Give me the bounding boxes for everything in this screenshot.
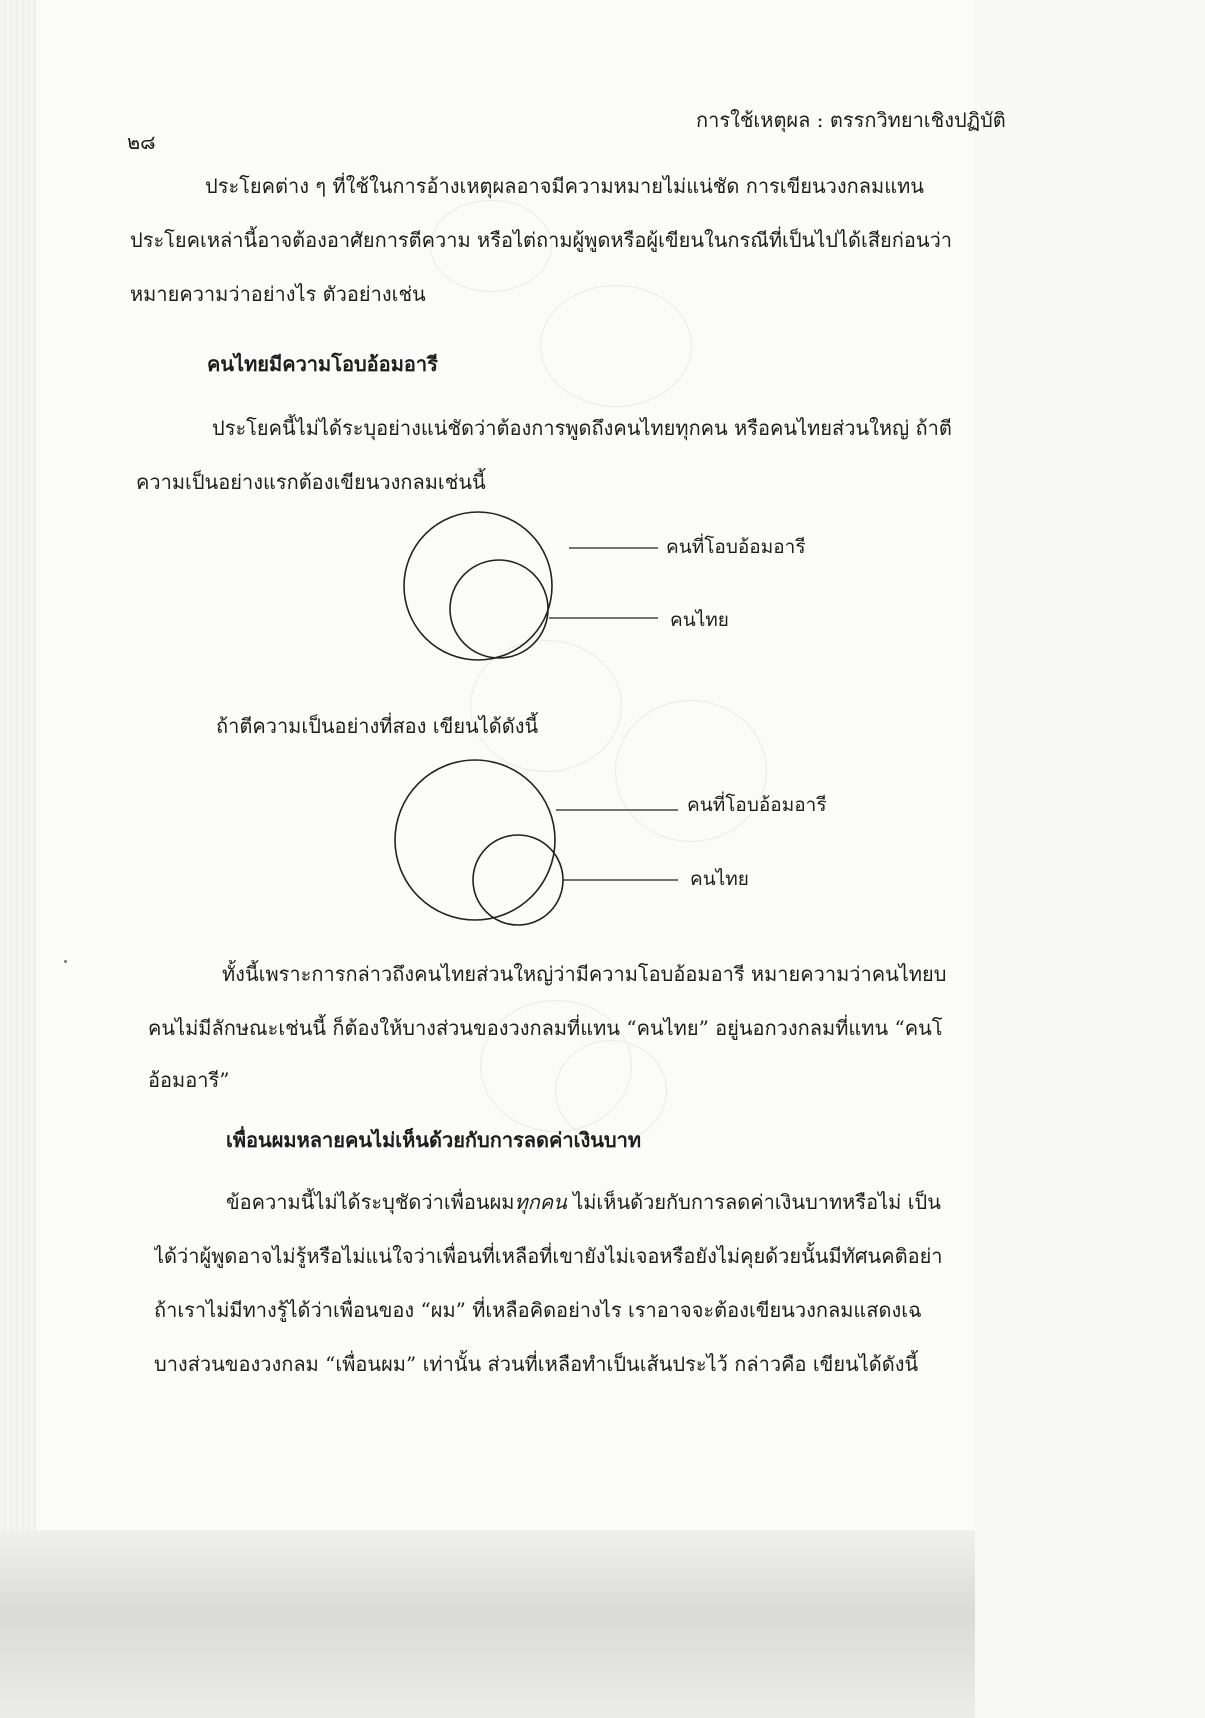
scanner-margin (975, 0, 1205, 1718)
body-text: ไม่เห็นด้วยกับการลดค่าเงินบาทหรือไม่ เป็น (566, 1190, 941, 1214)
diagram1-inner-label: คนไทย (670, 609, 729, 631)
outer-circle (395, 760, 555, 920)
body-line: ประโยคนี้ไม่ได้ระบุอย่างแน่ชัดว่าต้องการพูดถึงคนไทยทุกคน หรือคนไทยส่วนใหญ่ ถ้าตี (212, 416, 952, 440)
body-line: ความเป็นอย่างแรกต้องเขียนวงกลมเช่นนี้ (136, 470, 486, 494)
body-line: ทั้งนี้เพราะการกล่าวถึงคนไทยส่วนใหญ่ว่ามีความโอบอ้อมอารี หมายความว่าคนไทยบ (222, 962, 947, 986)
body-line: อ้อมอารี” (148, 1068, 230, 1092)
inner-circle (473, 835, 563, 925)
scan-shadow (0, 1530, 975, 1718)
section-heading: เพื่อนผมหลายคนไม่เห็นด้วยกับการลดค่าเงินบาท (226, 1128, 642, 1152)
diagram2-inner-label: คนไทย (690, 868, 749, 890)
venn-diagram-all (400, 510, 670, 680)
diagram1-outer-label: คนที่โอบอ้อมอารี (666, 536, 806, 558)
body-text: ข้อความนี้ไม่ได้ระบุชัดว่าเพื่อนผม (226, 1190, 515, 1214)
inner-circle (450, 560, 548, 658)
intro-line: ประโยคเหล่านี้อาจต้องอาศัยการตีความ หรือไต่ถามผู้พูดหรือผู้เขียนในกรณีที่เป็นไปได้เสียก่อนว่า (130, 228, 953, 252)
page-number: ๒๘ (127, 130, 156, 154)
outer-circle (404, 512, 552, 660)
running-title: การใช้เหตุผล : ตรรกวิทยาเชิงปฏิบัติ (696, 108, 1006, 132)
body-line: บางส่วนของวงกลม “เพื่อนผม” เท่านั้น ส่วนที่เหลือทำเป็นเส้นประไว้ กล่าวคือ เขียนได้ดังนี้ (154, 1352, 919, 1376)
section-heading: คนไทยมีความโอบอ้อมอารี (207, 352, 438, 376)
venn-diagram-some (390, 760, 690, 940)
body-line: ถ้าเราไม่มีทางรู้ได้ว่าเพื่อนของ “ผม” ที่เหลือคิดอย่างไร เราอาจจะต้องเขียนวงกลมแสดงเฉ (154, 1298, 922, 1322)
body-line (226, 1188, 941, 1216)
body-line: ได้ว่าผู้พูดอาจไม่รู้หรือไม่แน่ใจว่าเพื่อนที่เหลือที่เขายังไม่เจอหรือยังไม่คุยด้วยนั้นมีทัศนคติอย่า (154, 1244, 943, 1268)
diagram2-outer-label: คนที่โอบอ้อมอารี (687, 794, 827, 816)
emphasis-text: ทุกคน (514, 1190, 567, 1214)
intro-line: ประโยคต่าง ๆ ที่ใช้ในการอ้างเหตุผลอาจมีความหมายไม่แน่ชัด การเขียนวงกลมแทน (205, 174, 924, 198)
page-edges (0, 0, 36, 1540)
intro-line: หมายความว่าอย่างไร ตัวอย่างเช่น (130, 282, 426, 306)
body-line: ถ้าตีความเป็นอย่างที่สอง เขียนได้ดังนี้ (216, 714, 539, 738)
speck (64, 960, 67, 963)
body-line: คนไม่มีลักษณะเช่นนี้ ก็ต้องให้บางส่วนของวงกลมที่แทน “คนไทย” อยู่นอกวงกลมที่แทน “คนโ (148, 1016, 943, 1040)
